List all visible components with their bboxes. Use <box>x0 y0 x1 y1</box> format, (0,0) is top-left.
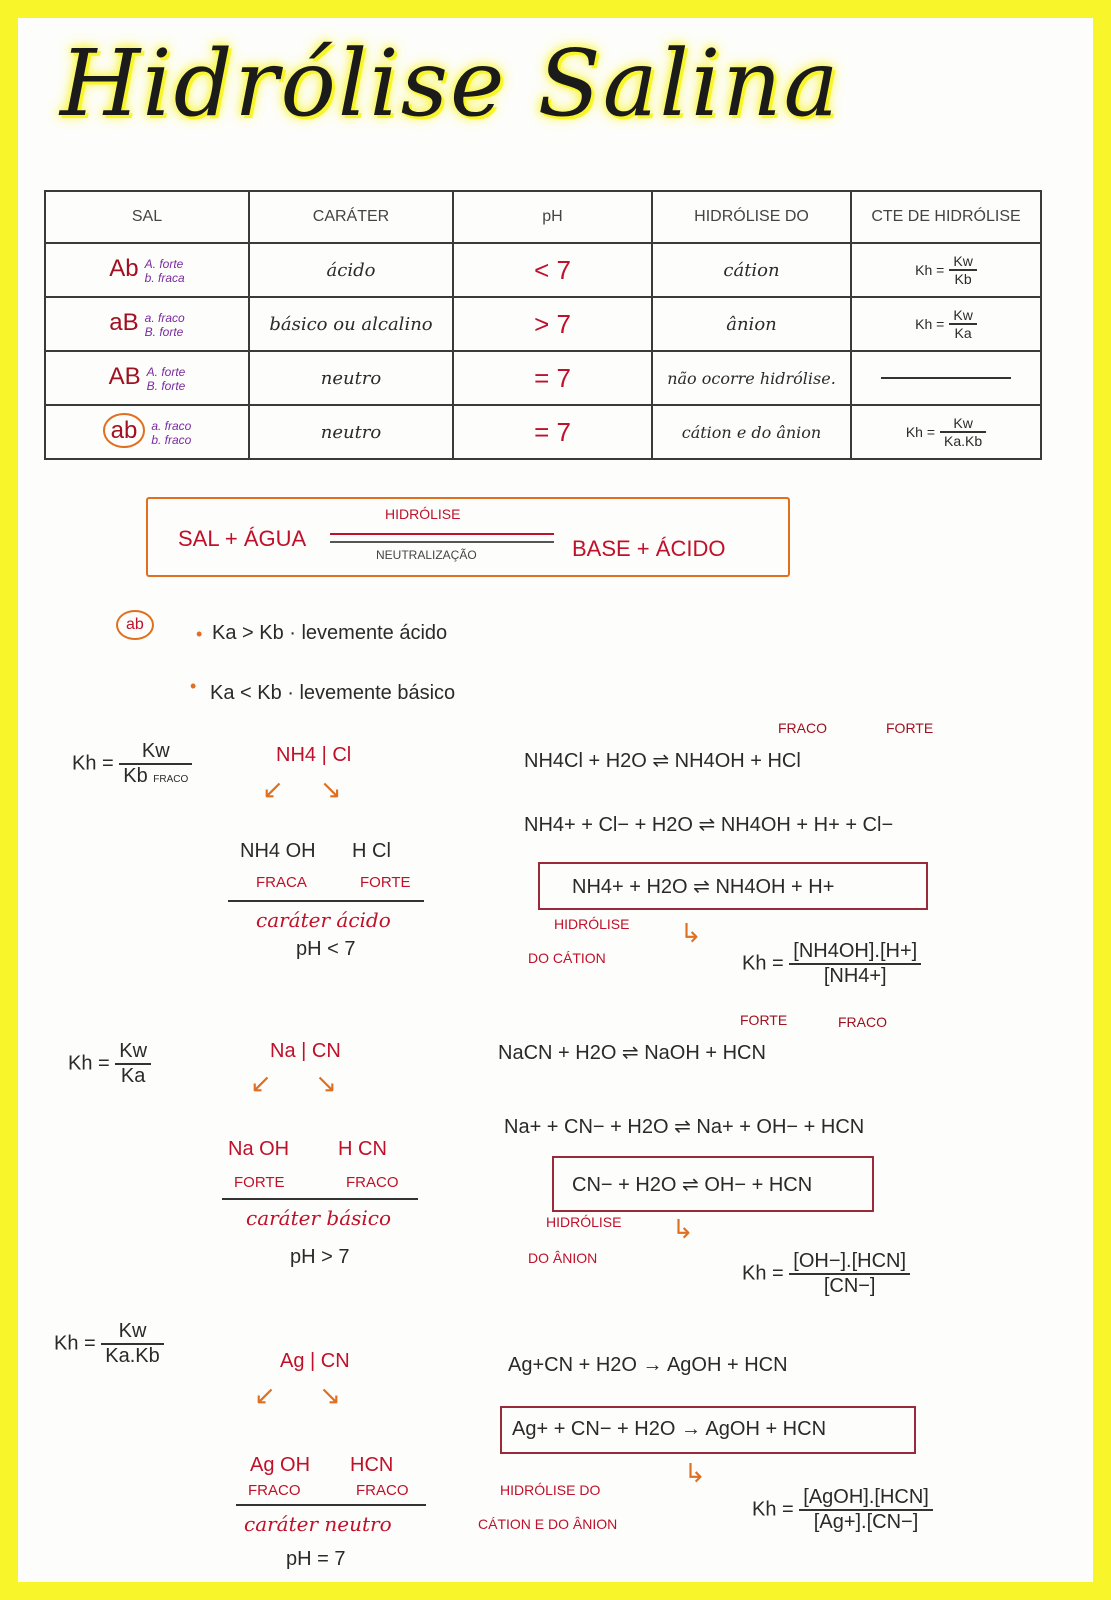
salt-origin-base: B. forte <box>146 379 186 394</box>
cell-hidrolise: ânion <box>652 297 851 351</box>
ex1-kh-fraction <box>119 740 192 788</box>
main-equation-right: BASE + ÁCIDO <box>572 536 726 561</box>
ex1-hyd-label1: HIDRÓLISE <box>554 916 630 932</box>
cell-hidrolise: cátion e do ânion <box>652 405 851 459</box>
ex1-kh-expr-den: [NH4+] <box>823 965 887 987</box>
salt-table <box>44 190 1042 460</box>
ex2-eq1: NaCN + H2O ⇌ NaOH + HCN <box>498 1042 766 1064</box>
ex1-divider <box>228 900 424 902</box>
ex2-kh-expr-fraction <box>789 1250 910 1298</box>
kh-label: Kh = <box>905 423 936 440</box>
ex1-kh-den-note: FRACO <box>153 774 189 785</box>
salt-origin-base: b. fraca <box>144 271 185 286</box>
ex2-divider <box>222 1198 418 1200</box>
salt-type: AB <box>108 362 141 390</box>
ex3-base-strength: FRACO <box>248 1482 301 1499</box>
cell-sal <box>45 351 249 405</box>
ex2-kh-expr-num: [OH−].[HCN] <box>789 1250 910 1275</box>
ex1-kh-expr-num: [NH4OH].[H+] <box>789 940 921 965</box>
ex2-acid: H CN <box>338 1138 387 1160</box>
ex2-kh-expr <box>742 1250 910 1298</box>
cell-kh <box>851 243 1041 297</box>
cell-ph: < 7 <box>453 243 652 297</box>
table-header: SAL <box>45 191 249 243</box>
table-header: CARÁTER <box>249 191 453 243</box>
ex3-result-arrow: ↳ <box>684 1458 706 1488</box>
ab-note-line1: Ka > Kb · levemente ácido <box>212 622 448 644</box>
cell-kh <box>851 405 1041 459</box>
ex2-kh <box>68 1040 151 1088</box>
ex1-eq1: NH4Cl + H2O ⇌ NH4OH + HCl <box>524 750 801 772</box>
cell-sal <box>45 243 249 297</box>
ex3-carater: caráter neutro <box>244 1512 392 1536</box>
kh-label: Kh = <box>915 261 945 278</box>
salt-origin <box>151 419 191 447</box>
cell-carater: básico ou alcalino <box>249 297 453 351</box>
salt-origin-acid: A. forte <box>146 365 186 380</box>
cell-sal <box>45 405 249 459</box>
ex2-hyd-label2: DO ÂNION <box>528 1250 598 1266</box>
table-row <box>45 243 1041 297</box>
ex2-result-arrow: ↳ <box>672 1214 694 1244</box>
ex3-kh-label: Kh = <box>54 1332 96 1355</box>
kh-num: Kw <box>940 415 986 433</box>
table-row <box>45 405 1041 459</box>
ex2-kh-expr-den: [CN−] <box>823 1275 876 1297</box>
salt-type: ab <box>103 413 146 448</box>
ex1-split-arrows: ↙ ↘ <box>262 774 342 804</box>
ex1-eq1-note-acid: FORTE <box>886 720 934 736</box>
ex2-hyd-label1: HIDRÓLISE <box>546 1214 622 1230</box>
ex3-kh <box>54 1320 164 1368</box>
cell-ph: = 7 <box>453 405 652 459</box>
ex1-eq3: NH4+ + H2O ⇌ NH4OH + H+ <box>572 876 835 898</box>
ex3-kh-num: Kw <box>101 1320 163 1345</box>
table-header: pH <box>453 191 652 243</box>
ex3-kh-expr-left: Kh = <box>752 1498 794 1521</box>
ex1-salt: NH4 | Cl <box>276 744 352 766</box>
cell-ph: > 7 <box>453 297 652 351</box>
ex3-acid-strength: FRACO <box>356 1482 409 1499</box>
salt-origin-acid: a. fraco <box>151 419 192 434</box>
kh-label: Kh = <box>915 315 945 332</box>
salt-origin <box>145 257 185 285</box>
kh-fraction <box>949 253 976 287</box>
ex1-carater: caráter ácido <box>256 908 391 932</box>
table-row <box>45 297 1041 351</box>
ex2-acid-strength: FRACO <box>346 1174 399 1191</box>
cell-ph: = 7 <box>453 351 652 405</box>
ex2-kh-den: Ka <box>120 1065 146 1087</box>
ex1-kh <box>72 740 192 788</box>
kh-fraction <box>940 415 986 449</box>
kh-den: Kb <box>954 271 972 287</box>
ex3-eq3: Ag+ + CN− + H2O → AgOH + HCN <box>512 1418 827 1440</box>
ex3-ph: pH = 7 <box>286 1548 346 1570</box>
salt-origin <box>147 365 186 393</box>
ex3-kh-expr <box>752 1486 933 1534</box>
ab-tag: ab <box>116 610 154 640</box>
ex3-kh-den: Ka.Kb <box>105 1345 160 1367</box>
ex3-divider <box>236 1504 426 1506</box>
kh-num: Kw <box>949 307 976 325</box>
kh-fraction <box>949 307 976 341</box>
bullet-dot: • <box>196 624 203 644</box>
main-equation-reverse: NEUTRALIZAÇÃO <box>376 548 477 562</box>
ex2-ph: pH > 7 <box>290 1246 350 1268</box>
table-row <box>45 351 1041 405</box>
table-header: CTE DE HIDRÓLISE <box>851 191 1041 243</box>
ex3-base: Ag OH <box>250 1454 311 1476</box>
ex3-kh-expr-fraction <box>799 1486 933 1534</box>
ex1-kh-expr-fraction <box>789 940 921 988</box>
ex2-salt: Na | CN <box>270 1040 341 1062</box>
cell-hidrolise: cátion <box>652 243 851 297</box>
ex2-base: Na OH <box>228 1138 290 1160</box>
ex1-kh-label: Kh = <box>72 752 114 775</box>
cell-carater: neutro <box>249 405 453 459</box>
ex1-ph: pH < 7 <box>296 938 356 960</box>
ex1-eq2: NH4+ + Cl− + H2O ⇌ NH4OH + H+ + Cl− <box>524 814 894 836</box>
ex3-split-arrows: ↙ ↘ <box>254 1380 341 1410</box>
ex2-eq1-note-base: FORTE <box>740 1012 788 1028</box>
ex2-eq2: Na+ + CN− + H2O ⇌ Na+ + OH− + HCN <box>504 1116 865 1138</box>
cell-kh <box>851 297 1041 351</box>
cell-sal <box>45 297 249 351</box>
ex3-hyd-label2: CÁTION E DO ÂNION <box>478 1516 618 1532</box>
ab-note-line2: Ka < Kb · levemente básico <box>210 682 456 704</box>
ex1-acid: H Cl <box>352 840 391 862</box>
ex1-kh-expr <box>742 940 921 988</box>
ex3-kh-fraction <box>101 1320 163 1368</box>
salt-origin-acid: A. forte <box>144 257 184 272</box>
page-title: Hidrólise Salina <box>60 30 841 137</box>
ex1-kh-expr-left: Kh = <box>742 952 784 975</box>
ex3-kh-expr-num: [AgOH].[HCN] <box>799 1486 933 1511</box>
table-header: HIDRÓLISE DO <box>652 191 851 243</box>
main-equation-left: SAL + ÁGUA <box>178 526 307 551</box>
kh-num: Kw <box>949 253 976 271</box>
salt-type: aB <box>109 308 139 336</box>
ex2-kh-label: Kh = <box>68 1052 110 1075</box>
kh-empty-line <box>881 377 1011 379</box>
cell-carater: neutro <box>249 351 453 405</box>
cell-hidrolise: não ocorre hidrólise. <box>652 351 851 405</box>
ex1-kh-den-value: Kb <box>123 765 148 787</box>
table-header-row <box>45 191 1041 243</box>
cell-kh <box>851 351 1041 405</box>
salt-origin-acid: a. fraco <box>144 311 185 326</box>
ex3-salt: Ag | CN <box>280 1350 350 1372</box>
ex1-kh-den <box>119 765 192 788</box>
main-equation-forward: HIDRÓLISE <box>385 506 461 522</box>
ex3-kh-expr-den: [Ag+].[CN−] <box>813 1511 919 1533</box>
ex3-acid: HCN <box>350 1454 394 1476</box>
ex2-kh-expr-left: Kh = <box>742 1262 784 1285</box>
ex2-kh-num: Kw <box>115 1040 151 1065</box>
salt-origin-base: B. forte <box>144 325 184 340</box>
kh-den: Ka.Kb <box>944 433 983 449</box>
salt-type: Ab <box>109 254 139 282</box>
kh-den: Ka <box>954 325 972 341</box>
ex1-eq1-note-base: FRACO <box>778 720 827 736</box>
equilibrium-arrow <box>330 533 554 543</box>
cell-carater: ácido <box>249 243 453 297</box>
ex1-base-strength: FRACA <box>256 874 307 891</box>
ex2-carater: caráter básico <box>246 1206 392 1230</box>
ex2-base-strength: FORTE <box>234 1174 285 1191</box>
ex1-base: NH4 OH <box>240 840 316 862</box>
bullet-dot: • <box>190 676 197 696</box>
salt-origin <box>145 311 185 339</box>
salt-origin-base: b. fraco <box>151 433 192 448</box>
ex1-hyd-label2: DO CÁTION <box>528 950 606 966</box>
ex1-result-arrow: ↳ <box>680 918 702 948</box>
ex2-split-arrows: ↙ ↘ <box>250 1068 337 1098</box>
ex2-eq3: CN− + H2O ⇌ OH− + HCN <box>572 1174 813 1196</box>
ex2-kh-fraction <box>115 1040 151 1088</box>
ex1-kh-num: Kw <box>119 740 192 765</box>
ex3-eq1: Ag+CN + H2O → AgOH + HCN <box>508 1354 788 1376</box>
ex1-acid-strength: FORTE <box>360 874 411 891</box>
ex2-eq1-note-acid: FRACO <box>838 1014 887 1030</box>
ex3-hyd-label1: HIDRÓLISE DO <box>500 1482 601 1498</box>
